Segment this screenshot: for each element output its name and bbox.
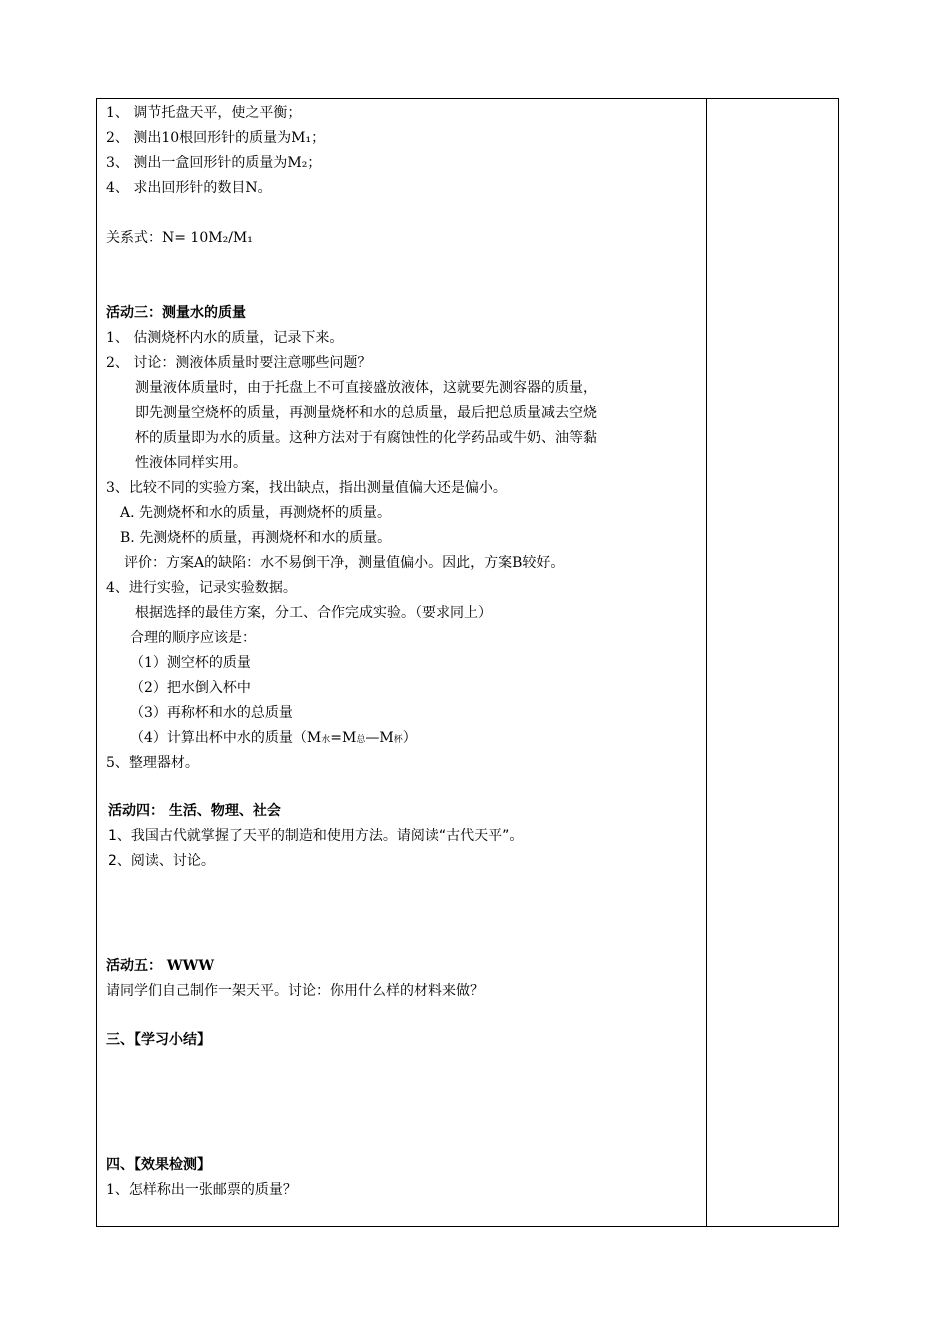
activity3-para-line-4: 性液体同样实用。 xyxy=(135,455,247,471)
subscript-cup: 杯 xyxy=(393,735,403,745)
activity3-para-line-3: 杯的质量即为水的质量。这种方法对于有腐蚀性的化学药品或牛奶、油等黏 xyxy=(135,430,597,446)
order-4-eq: =M xyxy=(330,730,357,746)
order-2: （2）把水倒入杯中 xyxy=(130,680,251,696)
table-column-divider xyxy=(706,98,707,1227)
activity4-line-1: 1、我国古代就掌握了天平的制造和使用方法。请阅读“古代天平”。 xyxy=(108,828,524,844)
order-4-prefix: （4）计算出杯中水的质量（M xyxy=(130,730,322,746)
activity4-line-2: 2、阅读、讨论。 xyxy=(108,853,215,869)
activity3-title: 活动三：测量水的质量 xyxy=(106,305,246,321)
test-question-1: 1、怎样称出一张邮票的质量？ xyxy=(106,1182,297,1198)
activity3-item-1: 1、 估测烧杯内水的质量，记录下来。 xyxy=(106,330,344,346)
activity3-item-3: 3、比较不同的实验方案，找出缺点，指出测量值偏大还是偏小。 xyxy=(106,480,507,496)
order-4-minus: —M xyxy=(365,730,394,746)
order-3: （3）再称杯和水的总质量 xyxy=(130,705,293,721)
step-2: 2、 测出10根回形针的质量为M₁； xyxy=(106,130,326,146)
relation-formula: 关系式：N= 10M₂/M₁ xyxy=(106,230,253,246)
option-b: B. 先测烧杯的质量，再测烧杯和水的质量。 xyxy=(120,530,392,546)
activity3-item-2: 2、 讨论：测液体质量时要注意哪些问题？ xyxy=(106,355,372,371)
test-heading: 四、【效果检测】 xyxy=(106,1157,211,1173)
step-3: 3、 测出一盒回形针的质量为M₂； xyxy=(106,155,322,171)
subscript-total: 总 xyxy=(356,735,366,745)
activity4-title: 活动四： 生活、物理、社会 xyxy=(108,803,281,819)
subscript-water: 水 xyxy=(321,735,331,745)
activity3-para-line-1: 测量液体质量时，由于托盘上不可直接盛放液体，这就要先测容器的质量， xyxy=(135,380,597,396)
order-heading: 合理的顺序应该是： xyxy=(130,630,256,646)
option-a: A. 先测烧杯和水的质量，再测烧杯的质量。 xyxy=(120,505,392,521)
step-1: 1、 调节托盘天平，使之平衡； xyxy=(106,105,302,121)
activity3-para-line-2: 即先测量空烧杯的质量，再测量烧杯和水的总质量，最后把总质量减去空烧 xyxy=(135,405,597,421)
activity5-line-1: 请同学们自己制作一架天平。讨论：你用什么样的材料来做？ xyxy=(106,983,484,999)
evaluation: 评价：方案A的缺陷：水不易倒干净，测量值偏小。因此，方案B较好。 xyxy=(124,555,565,571)
activity3-item-4: 4、进行实验，记录实验数据。 xyxy=(106,580,297,596)
order-4 xyxy=(130,730,417,748)
activity3-item-4-detail: 根据选择的最佳方案，分工、合作完成实验。（要求同上） xyxy=(135,605,492,621)
order-1: （1）测空杯的质量 xyxy=(130,655,251,671)
step-4: 4、 求出回形针的数目N。 xyxy=(106,180,272,196)
order-4-end: ） xyxy=(402,730,417,746)
activity5-title: 活动五： WWW xyxy=(106,958,215,974)
summary-heading: 三、【学习小结】 xyxy=(106,1032,211,1048)
activity3-item-5: 5、整理器材。 xyxy=(106,755,199,771)
